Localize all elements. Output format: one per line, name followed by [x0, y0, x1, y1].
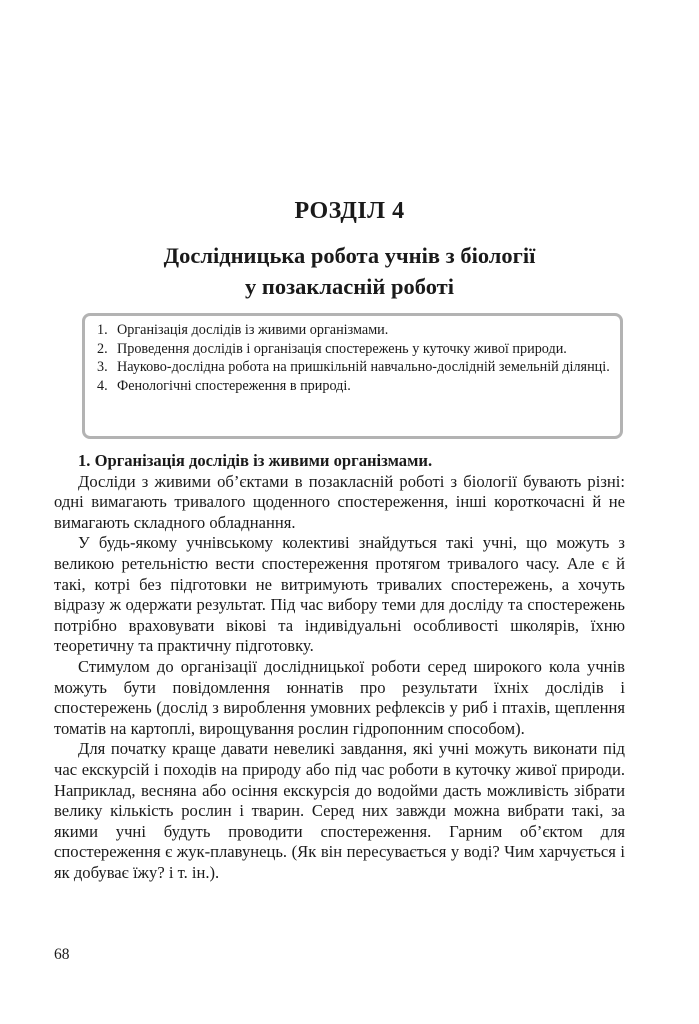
- contents-item-number: 4.: [97, 377, 108, 394]
- chapter-label: РОЗДІЛ 4: [294, 198, 405, 224]
- paragraph: У будь-якому учнівському колективі знайдуться такі учні, що можуть з великою ретельністю вести спостереження протягом тривалого часу. Але є й такі, котрі без підготовки не витримують тривалих спостережень, а хочуть відразу ж одержати результат. Під час вибору теми для досліду та спостережень потрібно враховувати вікові та індивідуальні особливості школярів, їхню теоретичну та практичну підготовку.: [54, 533, 625, 656]
- paragraph: Досліди з живими об’єктами в позакласній роботі з біології бувають різні: одні вимагають тривалого щоденного спостереження, інші короткочасні й не вимагають складного обладнання.: [54, 471, 625, 532]
- section-heading: 1. Організація дослідів із живими організмами.: [78, 451, 433, 470]
- page-number: 68: [54, 946, 70, 963]
- contents-item-text: Проведення дослідів і організація спостережень у куточку живої природи.: [117, 340, 567, 357]
- section-body: [54, 451, 625, 883]
- contents-item: [97, 358, 610, 377]
- chapter-title-line: у позакласній роботі: [245, 274, 454, 299]
- contents-item: [97, 377, 610, 396]
- contents-item-number: 3.: [97, 359, 108, 375]
- contents-item-text: Фенологічні спостереження в природі.: [117, 377, 351, 394]
- contents-item: [97, 321, 610, 340]
- chapter-title: [0, 240, 699, 302]
- paragraph: Для початку краще давати невеликі завдання, які учні можуть виконати під час екскурсій і походів на природу або під час роботи в куточку живої природи. Наприклад, весняна або осіння екскурсія до водойми дасть можливість зібрати велику кількість рослин і тварин. Серед них завжди можна вибрати такі, за якими учні будуть проводити спостереження. Гарним об’єктом для спостереження є жук-плавунець. (Як він пересувається у воді? Чим харчується і як добуває їжу? і т. ін.).: [54, 739, 625, 882]
- contents-item-number: 1.: [97, 322, 108, 338]
- chapter-title-line: Дослідницька робота учнів з біології: [163, 243, 536, 268]
- chapter-contents-box: [82, 313, 623, 439]
- contents-item: [97, 340, 610, 359]
- paragraph: Стимулом до організації дослідницької роботи серед широкого кола учнів можуть бути повідомлення юннатів про результати їхніх дослідів і спостережень (дослід з вироблення умовних рефлексів у риб і птахів, щеплення томатів на картоплі, вирощування рослин гідропонним способом).: [54, 656, 625, 738]
- contents-item-text: Організація дослідів із живими організмами.: [117, 322, 389, 338]
- contents-item-number: 2.: [97, 340, 108, 357]
- contents-item-text: Науково-дослідна робота на пришкільній навчально-дослідній земельній ділянці.: [117, 359, 610, 375]
